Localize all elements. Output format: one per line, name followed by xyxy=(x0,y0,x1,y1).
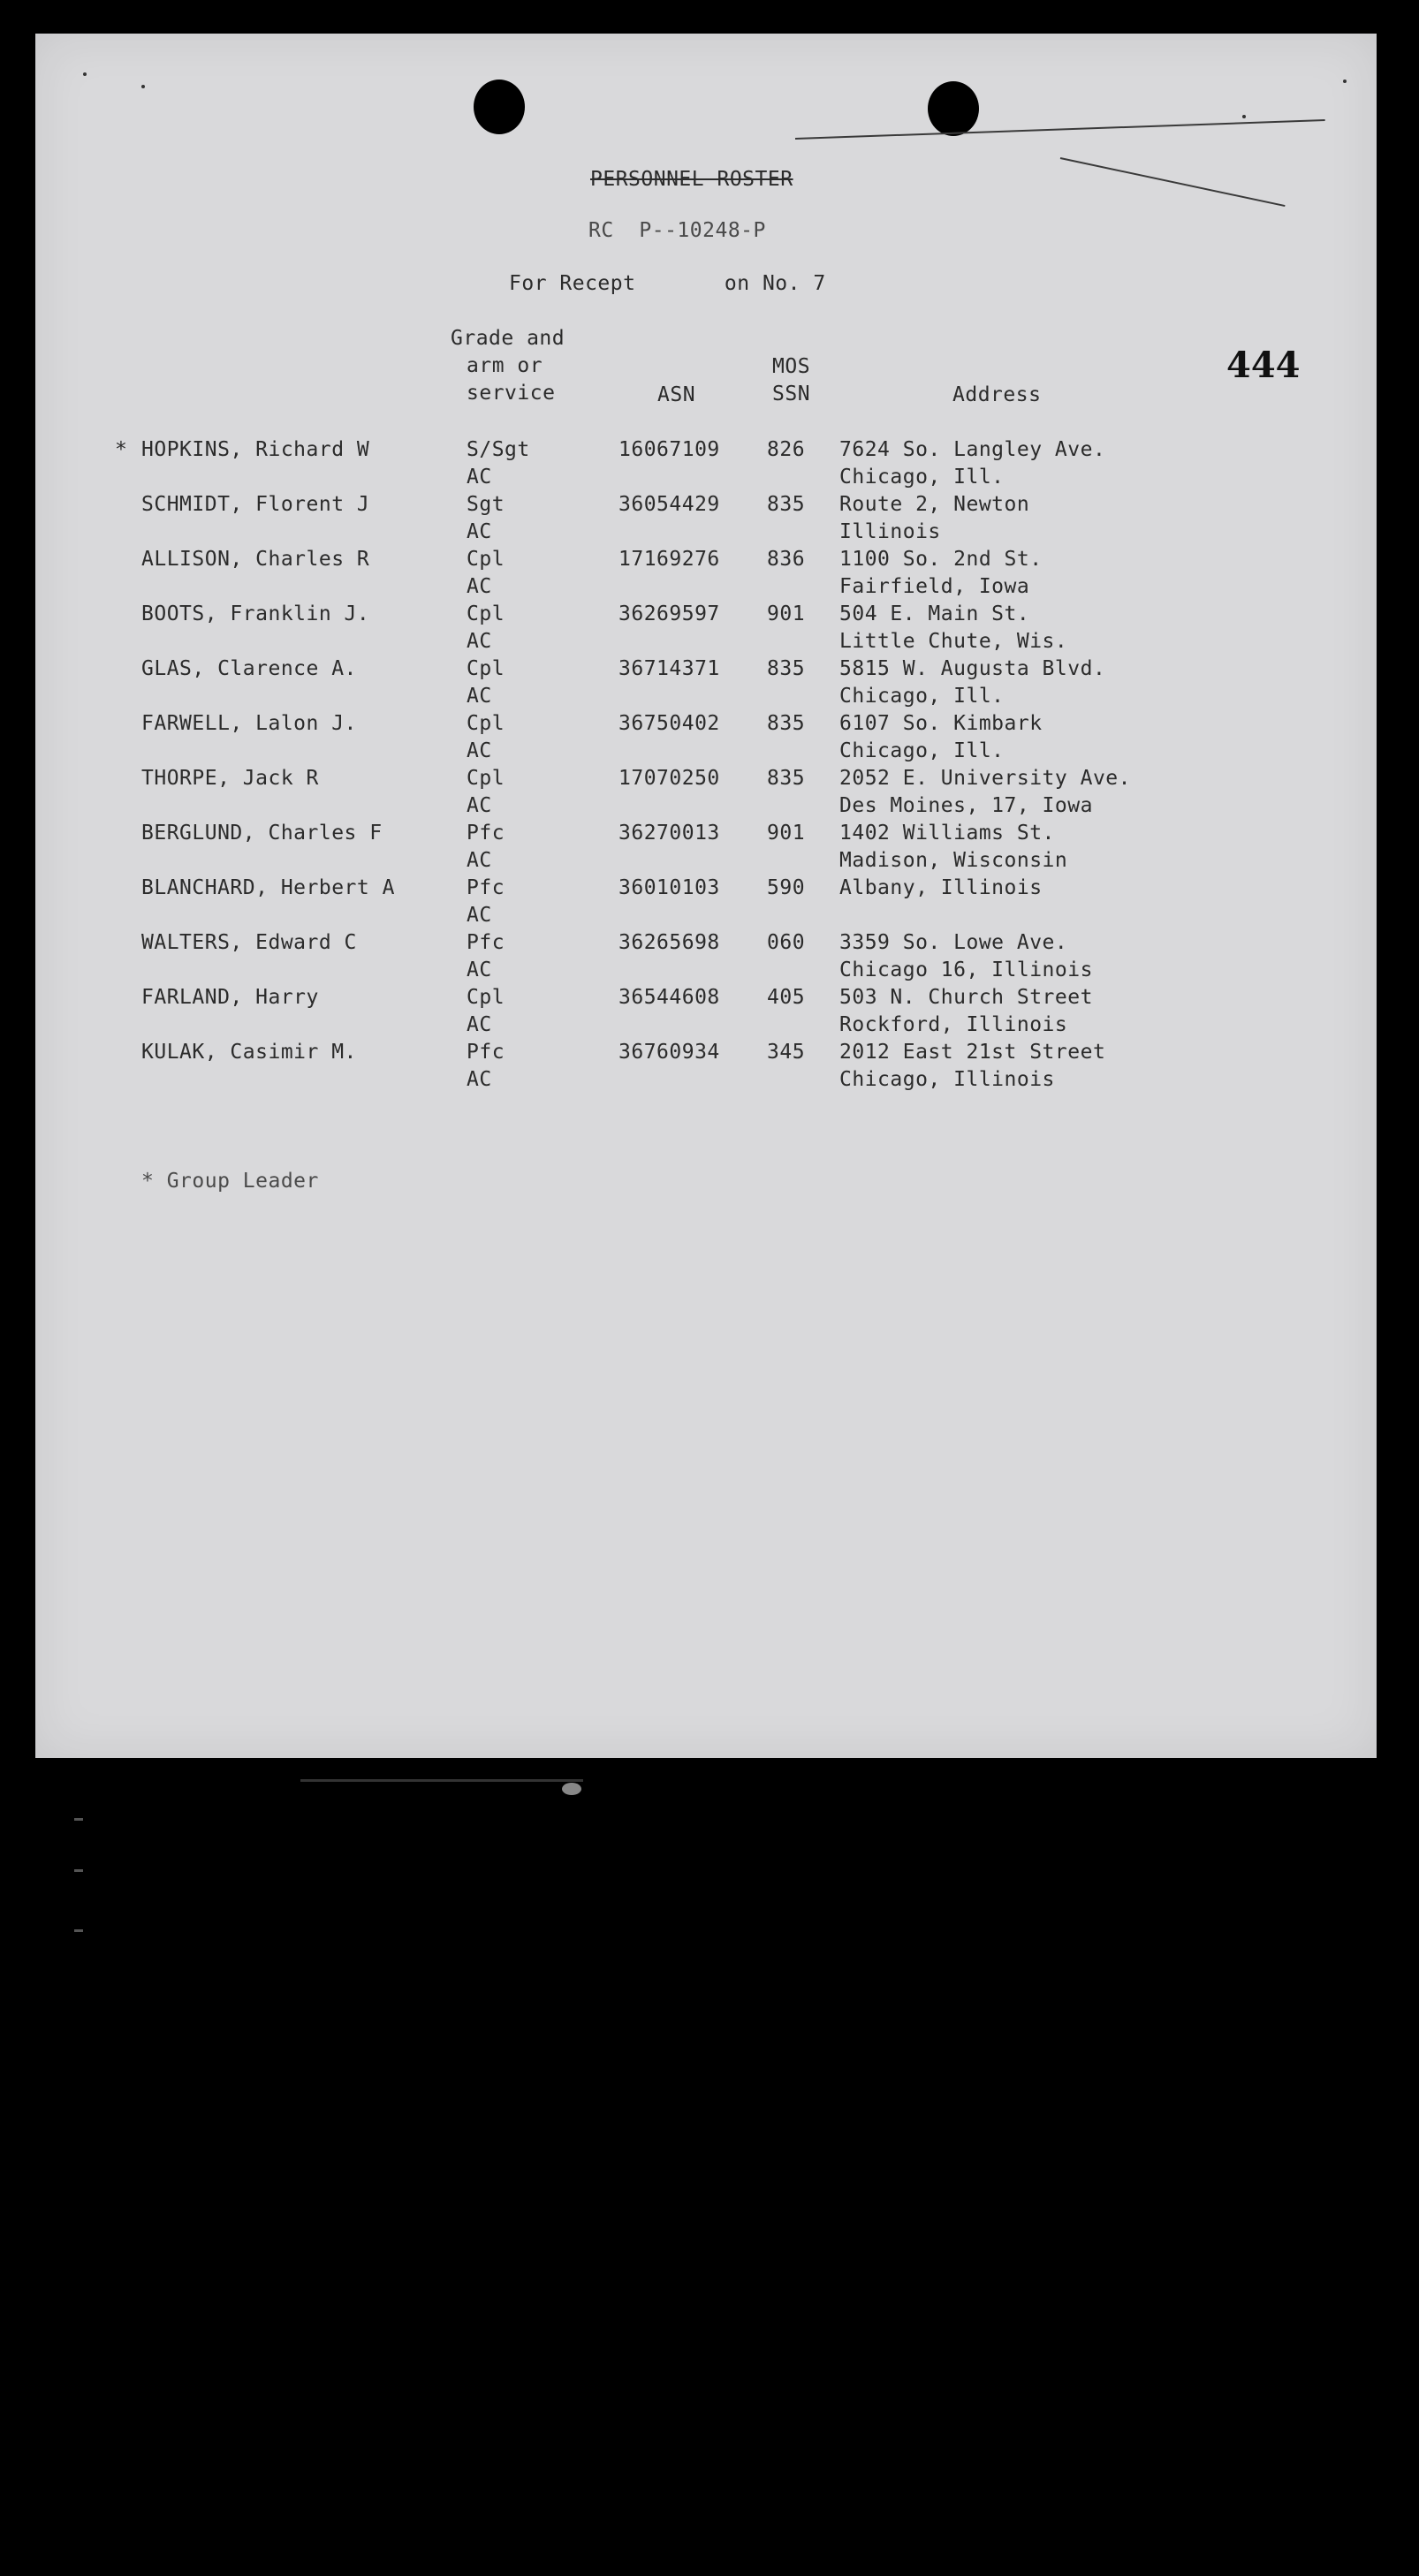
member-address-line2: Madison, Wisconsin xyxy=(839,849,1068,872)
member-address-line2: Chicago, Ill. xyxy=(839,685,1005,708)
member-grade: Cpl xyxy=(467,548,505,571)
member-name: FARLAND, Harry xyxy=(141,986,319,1009)
roster-title: PERSONNEL ROSTER xyxy=(590,168,793,191)
member-address-line1: 2052 E. University Ave. xyxy=(839,767,1131,790)
scan-speck xyxy=(83,72,87,76)
member-address-line2: Rockford, Illinois xyxy=(839,1013,1068,1036)
member-mos: 901 xyxy=(767,822,806,845)
member-grade: S/Sgt xyxy=(467,438,530,461)
column-header-grade: Grade and xyxy=(451,327,565,350)
scan-scratch xyxy=(795,119,1325,140)
member-mos: 060 xyxy=(767,931,806,954)
member-asn: 36750402 xyxy=(618,712,720,735)
member-address-line2: Little Chute, Wis. xyxy=(839,630,1068,653)
member-arm: AC xyxy=(467,1013,492,1036)
member-mos: 835 xyxy=(767,493,806,516)
member-address-line2: Chicago, Ill. xyxy=(839,739,1005,762)
scan-edge-mark xyxy=(74,1818,83,1821)
group-leader-mark: * xyxy=(115,438,128,461)
member-arm: AC xyxy=(467,685,492,708)
member-address-line1: 7624 So. Langley Ave. xyxy=(839,438,1106,461)
punch-hole-left xyxy=(474,80,525,134)
member-asn: 36010103 xyxy=(618,876,720,899)
member-asn: 36054429 xyxy=(618,493,720,516)
member-mos: 345 xyxy=(767,1041,806,1064)
member-mos: 405 xyxy=(767,986,806,1009)
member-address-line1: 5815 W. Augusta Blvd. xyxy=(839,657,1106,680)
member-arm: AC xyxy=(467,575,492,598)
member-address-line1: 504 E. Main St. xyxy=(839,602,1030,625)
member-address-line2: Des Moines, 17, Iowa xyxy=(839,794,1093,817)
member-arm: AC xyxy=(467,794,492,817)
member-asn: 36760934 xyxy=(618,1041,720,1064)
column-header-asn: ASN xyxy=(657,383,696,406)
member-address-line2: Chicago 16, Illinois xyxy=(839,958,1093,981)
scan-edge-mark xyxy=(562,1783,581,1795)
column-header-address: Address xyxy=(952,383,1042,406)
member-address-line1: 3359 So. Lowe Ave. xyxy=(839,931,1068,954)
member-name: WALTERS, Edward C xyxy=(141,931,357,954)
member-arm: AC xyxy=(467,466,492,489)
member-asn: 36544608 xyxy=(618,986,720,1009)
member-grade: Pfc xyxy=(467,1041,505,1064)
member-asn: 36714371 xyxy=(618,657,720,680)
roster-code: RC P--10248-P xyxy=(588,219,766,242)
punch-hole-right xyxy=(928,81,979,136)
member-name: ALLISON, Charles R xyxy=(141,548,370,571)
member-arm: AC xyxy=(467,904,492,927)
member-mos: 836 xyxy=(767,548,806,571)
member-address-line1: 6107 So. Kimbark xyxy=(839,712,1043,735)
member-name: FARWELL, Lalon J. xyxy=(141,712,357,735)
member-grade: Cpl xyxy=(467,712,505,735)
member-name: BERGLUND, Charles F xyxy=(141,822,383,845)
member-arm: AC xyxy=(467,958,492,981)
member-grade: Cpl xyxy=(467,657,505,680)
member-name: BOOTS, Franklin J. xyxy=(141,602,370,625)
member-asn: 36265698 xyxy=(618,931,720,954)
member-address-line2: Fairfield, Iowa xyxy=(839,575,1030,598)
member-address-line2: Chicago, Illinois xyxy=(839,1068,1055,1091)
member-asn: 17169276 xyxy=(618,548,720,571)
scan-speck xyxy=(141,85,145,88)
column-header-grade: arm or xyxy=(467,354,543,377)
member-name: THORPE, Jack R xyxy=(141,767,319,790)
member-address-line1: 503 N. Church Street xyxy=(839,986,1093,1009)
scan-edge-mark xyxy=(74,1929,83,1932)
member-mos: 901 xyxy=(767,602,806,625)
member-asn: 36270013 xyxy=(618,822,720,845)
scan-edge-mark xyxy=(74,1869,83,1872)
member-grade: Cpl xyxy=(467,767,505,790)
footnote: * Group Leader xyxy=(141,1170,319,1193)
roster-subtitle: For Recept on No. 7 xyxy=(509,272,826,295)
member-arm: AC xyxy=(467,520,492,543)
member-mos: 590 xyxy=(767,876,806,899)
member-asn: 36269597 xyxy=(618,602,720,625)
member-grade: Pfc xyxy=(467,822,505,845)
member-arm: AC xyxy=(467,739,492,762)
member-arm: AC xyxy=(467,849,492,872)
member-address-line1: 1100 So. 2nd St. xyxy=(839,548,1043,571)
member-mos: 835 xyxy=(767,712,806,735)
member-mos: 826 xyxy=(767,438,806,461)
column-header-mos: MOS xyxy=(772,355,811,378)
member-address-line1: 2012 East 21st Street xyxy=(839,1041,1106,1064)
scan-scratch xyxy=(1060,157,1286,207)
member-address-line1: Route 2, Newton xyxy=(839,493,1030,516)
member-arm: AC xyxy=(467,1068,492,1091)
scan-edge-mark xyxy=(300,1779,583,1782)
member-grade: Pfc xyxy=(467,876,505,899)
member-mos: 835 xyxy=(767,767,806,790)
member-name: GLAS, Clarence A. xyxy=(141,657,357,680)
member-address-line1: 1402 Williams St. xyxy=(839,822,1055,845)
member-name: KULAK, Casimir M. xyxy=(141,1041,357,1064)
member-grade: Cpl xyxy=(467,602,505,625)
member-name: BLANCHARD, Herbert A xyxy=(141,876,395,899)
member-address-line2: Chicago, Ill. xyxy=(839,466,1005,489)
page-number: 444 xyxy=(1226,345,1301,386)
member-mos: 835 xyxy=(767,657,806,680)
member-name: SCHMIDT, Florent J xyxy=(141,493,370,516)
member-grade: Cpl xyxy=(467,986,505,1009)
member-asn: 16067109 xyxy=(618,438,720,461)
document-sheet xyxy=(35,34,1377,1758)
member-address-line2: Illinois xyxy=(839,520,941,543)
member-address-line1: Albany, Illinois xyxy=(839,876,1043,899)
scan-speck xyxy=(1343,80,1347,83)
scan-speck xyxy=(1242,115,1246,118)
member-grade: Sgt xyxy=(467,493,505,516)
member-asn: 17070250 xyxy=(618,767,720,790)
member-name: HOPKINS, Richard W xyxy=(141,438,370,461)
column-header-ssn: SSN xyxy=(772,383,811,405)
column-header-grade: service xyxy=(467,382,556,405)
member-grade: Pfc xyxy=(467,931,505,954)
member-arm: AC xyxy=(467,630,492,653)
